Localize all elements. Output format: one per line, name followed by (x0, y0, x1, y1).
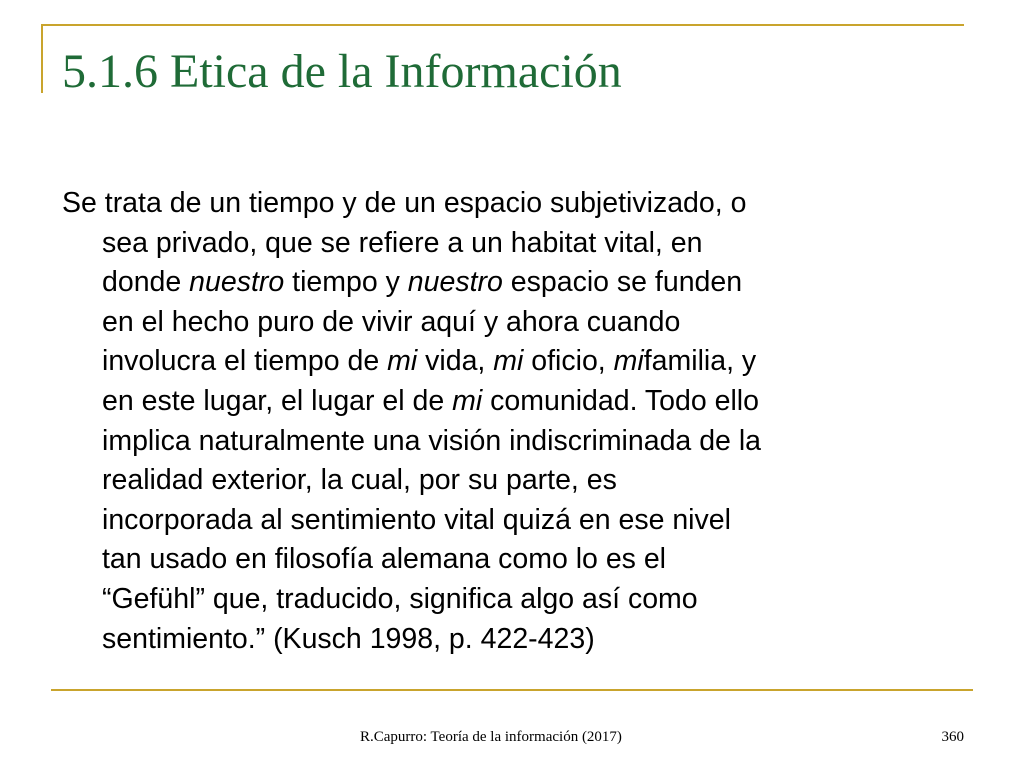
body-line (62, 263, 962, 303)
body-text-segment: vida, (417, 345, 494, 378)
emphasized-text: mi (387, 345, 418, 378)
body-text-segment: incorporada al sentimiento vital quizá en ese nivel (102, 503, 731, 536)
body-line (62, 540, 962, 580)
emphasized-text: mi (613, 345, 644, 378)
body-line (62, 303, 962, 343)
body-line (62, 620, 962, 660)
body-text-segment: espacio se funden (502, 266, 743, 299)
emphasized-text: mi (452, 384, 483, 417)
body-line (62, 461, 962, 501)
body-line (62, 501, 962, 541)
body-text-segment: involucra el tiempo de (102, 345, 388, 378)
body-text-segment: oficio, (523, 345, 614, 378)
body-text-segment: sentimiento.” (Kusch 1998, p. 422-423) (102, 622, 595, 655)
body-text-segment: Se trata de un tiempo y de un espacio subjetivizado, o (62, 187, 747, 219)
body-text-segment: “Gefühl” que, traducido, significa algo así como (102, 582, 698, 615)
body-line (62, 184, 962, 224)
body-text-segment: comunidad. Todo ello (482, 384, 759, 417)
emphasized-text: nuestro (189, 266, 285, 299)
top-accent-rule (41, 24, 964, 26)
body-text-segment: realidad exterior, la cual, por su parte, es (102, 464, 617, 497)
body-line (62, 422, 962, 462)
body-text-segment: familia, y (643, 345, 757, 378)
bottom-accent-rule (51, 689, 973, 691)
page-number: 360 (941, 729, 964, 745)
body-line (62, 382, 962, 422)
body-line (62, 580, 962, 620)
body-text-segment: sea privado, que se refiere a un habitat vital, en (102, 226, 703, 259)
left-accent-rule (41, 24, 43, 93)
body-text-segment: tan usado en filosofía alemana como lo es el (102, 543, 667, 576)
emphasized-text: mi (493, 345, 524, 378)
body-text-segment: implica naturalmente una visión indiscriminada de la (102, 424, 762, 457)
body-line (62, 224, 962, 264)
body-text-segment: en este lugar, el lugar el de (102, 384, 453, 417)
slide-body-text (62, 184, 962, 659)
slide-title: 5.1.6 Etica de la Información (62, 45, 622, 98)
body-line (62, 342, 962, 382)
body-text-segment: tiempo y (284, 266, 408, 299)
footer-citation: R.Capurro: Teoría de la información (2017) (360, 729, 622, 745)
body-text-segment: donde (102, 266, 190, 299)
body-text-segment: en el hecho puro de vivir aquí y ahora cuando (102, 305, 681, 338)
emphasized-text: nuestro (407, 266, 503, 299)
